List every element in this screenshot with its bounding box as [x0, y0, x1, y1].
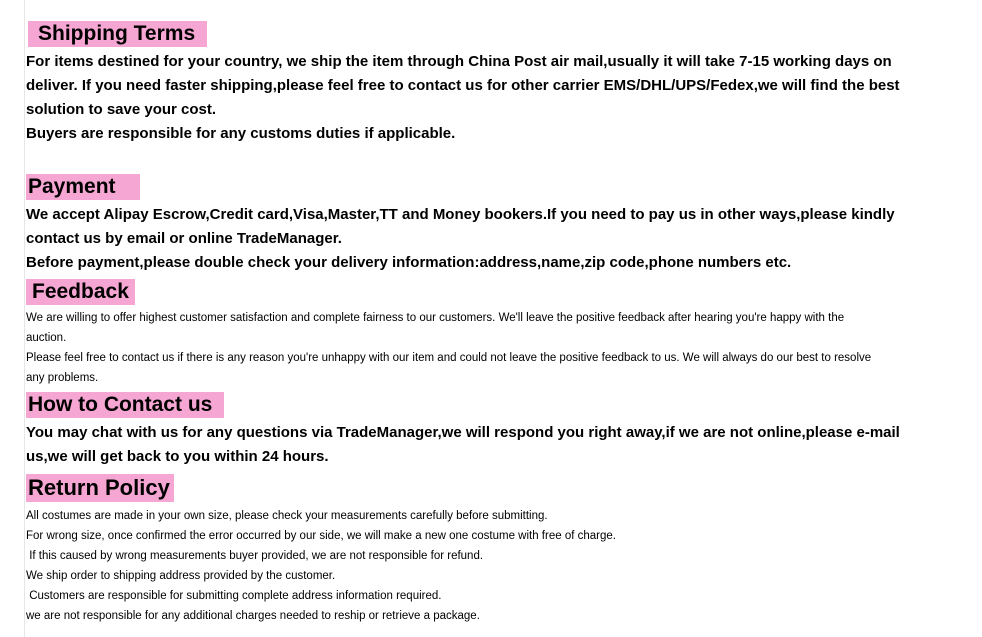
text-line: You may chat with us for any questions via TradeManager,we will respond you right away,if we are not online,please e-mail [26, 424, 900, 441]
feedback-heading: Feedback [26, 279, 135, 305]
return-policy-text [26, 506, 971, 626]
contact-text [26, 421, 971, 469]
text-line: We accept Alipay Escrow,Credit card,Visa,Master,TT and Money bookers.If you need to pay us in other ways,please kindly [26, 206, 895, 223]
shipping-terms-text [26, 50, 971, 146]
text-line: For wrong size, once confirmed the error occurred by our side, we will make a new one costume with free of charge. [26, 530, 616, 542]
text-line: any problems. [26, 372, 99, 384]
text-line: If this caused by wrong measurements buyer provided, we are not responsible for refund. [26, 550, 484, 562]
contact-heading: How to Contact us [26, 392, 224, 418]
return-policy-heading: Return Policy [26, 474, 174, 502]
text-line: auction. [26, 332, 67, 344]
text-line: Buyers are responsible for any customs duties if applicable. [26, 125, 456, 142]
shipping-terms-heading: Shipping Terms [28, 21, 207, 47]
feedback-text [26, 308, 971, 388]
text-line: For items destined for your country, we ship the item through China Post air mail,usually it will take 7-15 working days on [26, 53, 892, 70]
text-line: deliver. If you need faster shipping,please feel free to contact us for other carrier EMS/DHL/UPS/Fedex,we will find the best [26, 77, 900, 94]
text-line: Before payment,please double check your delivery information:address,name,zip code,phone numbers etc. [26, 254, 792, 271]
text-line: Customers are responsible for submitting complete address information required. [26, 590, 442, 602]
text-line: us,we will get back to you within 24 hours. [26, 448, 329, 465]
text-line: We ship order to shipping address provided by the customer. [26, 570, 336, 582]
payment-text [26, 203, 971, 275]
text-line: solution to save your cost. [26, 101, 217, 118]
text-line: We are willing to offer highest customer satisfaction and complete fairness to our customers. We'll leave the positive feedback after hearing you're happy with the [26, 312, 845, 324]
left-border-line [24, 0, 25, 637]
text-line: Please feel free to contact us if there is any reason you're unhappy with our item and could not leave the positive feedback to us. We will always do our best to resolve [26, 352, 872, 364]
text-line: we are not responsible for any additional charges needed to reship or retrieve a package. [26, 610, 480, 622]
payment-heading: Payment [26, 174, 140, 200]
text-line: All costumes are made in your own size, please check your measurements carefully before submitting. [26, 510, 548, 522]
text-line: contact us by email or online TradeManager. [26, 230, 342, 247]
